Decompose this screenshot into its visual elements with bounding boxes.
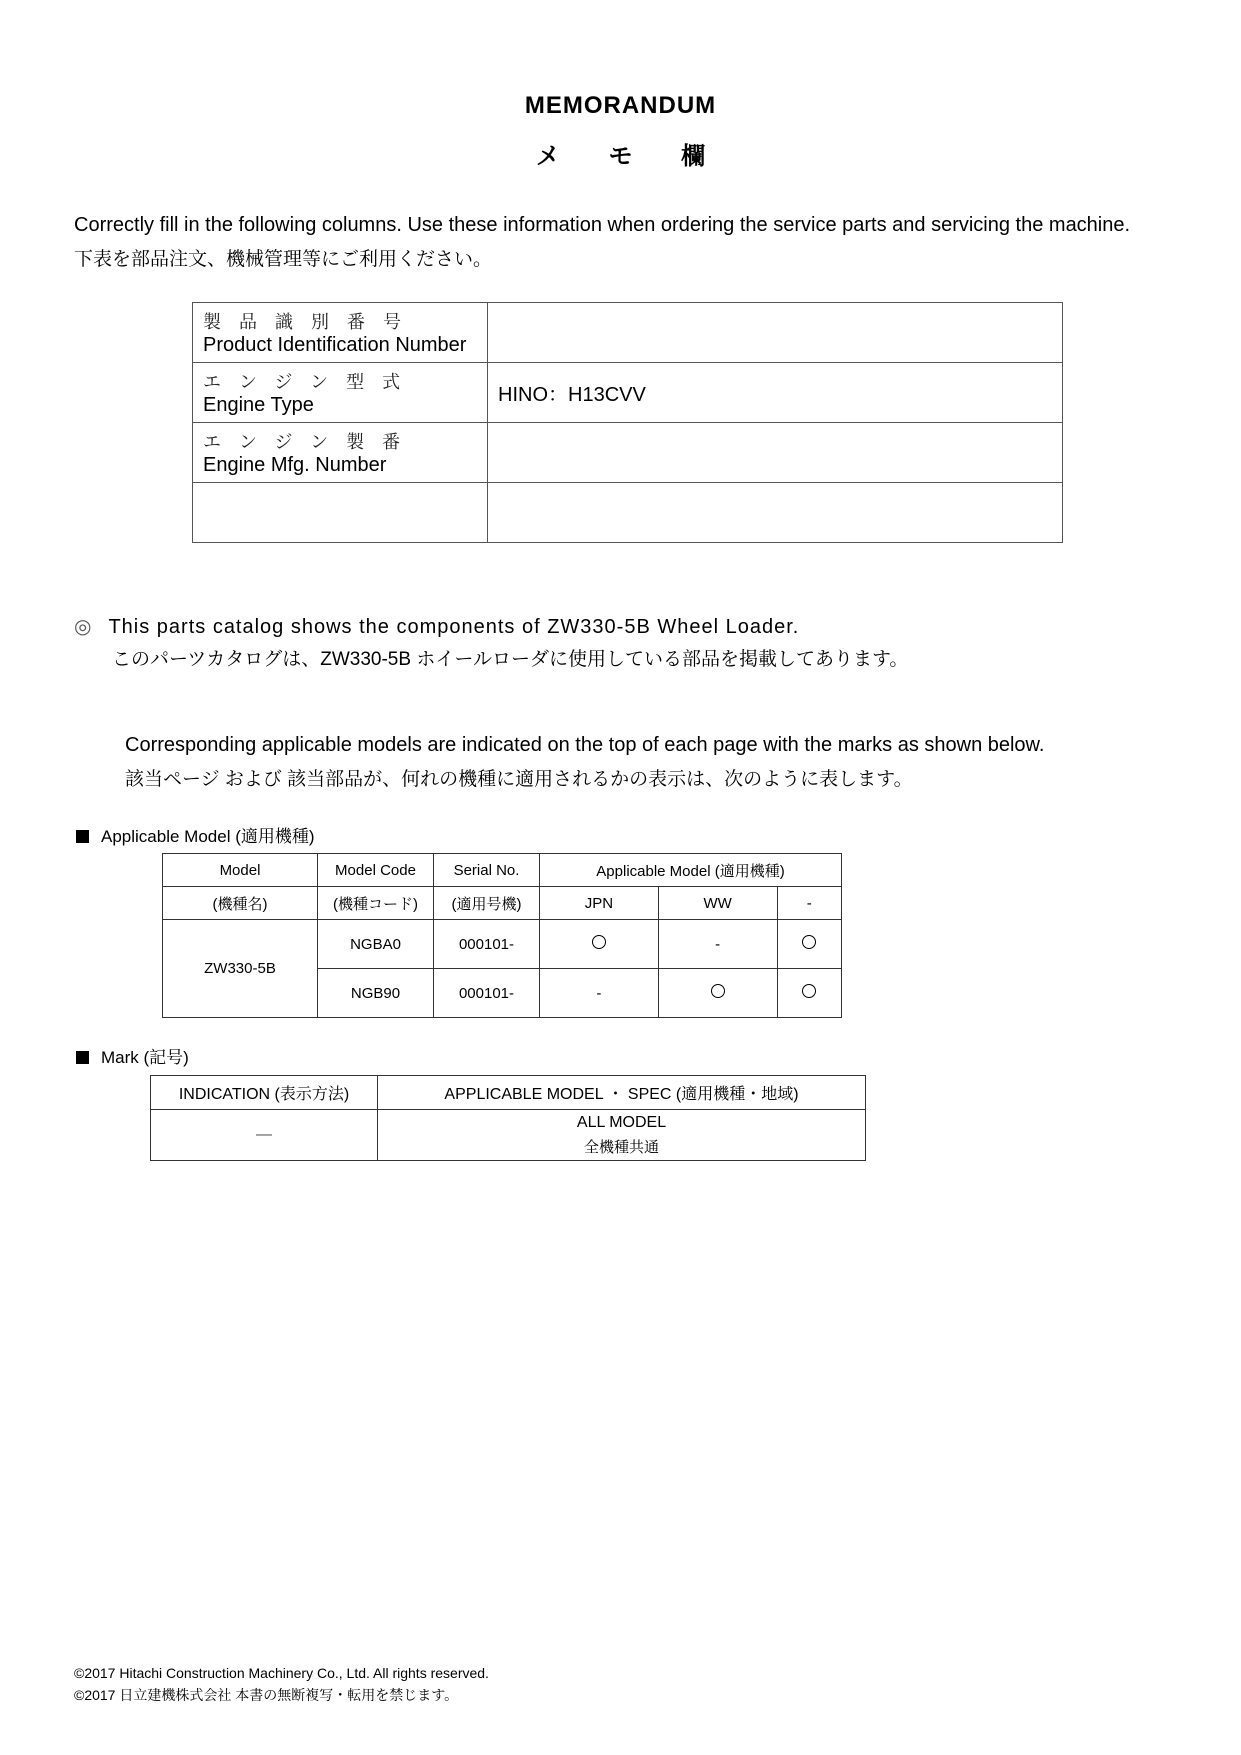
table-row	[151, 1110, 866, 1161]
copyright-jp: ©2017 日立建機株式会社 本書の無断複写・転用を禁じます。	[74, 1687, 459, 1703]
memo-label-jp: エンジン製番	[203, 432, 419, 452]
memo-row	[193, 423, 1063, 483]
applicable-model-heading-text: Applicable Model (適用機種)	[101, 827, 315, 846]
model-code: NGBA0	[318, 920, 434, 969]
header-indication: INDICATION (表示方法)	[151, 1076, 378, 1110]
header-applicable: Applicable Model (適用機種)	[540, 854, 842, 887]
applicable-spec	[378, 1110, 866, 1161]
mark-cell: -	[540, 969, 659, 1018]
circle-mark-icon	[592, 935, 606, 949]
indication-mark: —	[151, 1110, 378, 1161]
memo-label	[193, 483, 488, 543]
table-row	[163, 920, 842, 969]
catalog-notice-en: This parts catalog shows the components of ZW330-5B Wheel Loader.	[108, 616, 800, 638]
memo-label-jp: 製品識別番号	[203, 312, 419, 332]
header-model: Model	[163, 854, 318, 887]
memo-value	[488, 303, 1063, 363]
header-region: WW	[658, 887, 777, 920]
header-serial-jp: (適用号機)	[434, 887, 540, 920]
mark-cell	[540, 920, 659, 969]
mark-cell	[777, 969, 841, 1018]
memo-label-jp: エンジン型式	[203, 372, 419, 392]
catalog-notice-jp: このパーツカタログは、ZW330-5B ホイールローダに使用している部品を掲載してあります。	[112, 649, 909, 670]
corresponding-note: Corresponding applicable models are indicated on the top of each page with the marks as shown below.	[125, 734, 1045, 756]
table-header-row	[163, 854, 842, 887]
catalog-notice	[74, 614, 799, 639]
double-circle-icon: ◎	[74, 616, 93, 638]
memo-title: MEMORANDUM	[524, 92, 717, 119]
mark-cell: -	[658, 920, 777, 969]
header-serial: Serial No.	[434, 854, 540, 887]
header-model-code: Model Code	[318, 854, 434, 887]
memo-label-en: Product Identification Number	[203, 334, 467, 356]
model-name: ZW330-5B	[163, 920, 318, 1018]
memo-label	[193, 423, 488, 483]
circle-mark-icon	[802, 984, 816, 998]
instruction-en: Correctly fill in the following columns. Use these information when ordering the service parts and servicing the machine.	[74, 214, 1131, 236]
table-header-row	[151, 1076, 866, 1110]
memo-value	[488, 423, 1063, 483]
header-region: JPN	[540, 887, 659, 920]
mark-cell	[777, 920, 841, 969]
mark-table	[150, 1075, 866, 1161]
memo-label-en: Engine Mfg. Number	[203, 454, 387, 476]
memo-row	[193, 483, 1063, 543]
spec-jp: 全機種共通	[583, 1138, 659, 1156]
memo-value	[488, 483, 1063, 543]
memo-label-en: Engine Type	[203, 394, 314, 416]
applicable-model-heading	[76, 822, 315, 847]
header-region: -	[777, 887, 841, 920]
memo-title-jp: メ モ 欄	[535, 143, 706, 170]
circle-mark-icon	[711, 984, 725, 998]
mark-heading	[76, 1043, 189, 1068]
header-model-jp: (機種名)	[163, 887, 318, 920]
header-model-code-jp: (機種コード)	[318, 887, 434, 920]
circle-mark-icon	[802, 935, 816, 949]
model-code: NGB90	[318, 969, 434, 1018]
memo-label	[193, 363, 488, 423]
spec-en: ALL MODEL	[576, 1113, 667, 1131]
instruction-jp: 下表を部品注文、機械管理等にご利用ください。	[74, 249, 493, 270]
serial-no: 000101-	[434, 920, 540, 969]
serial-no: 000101-	[434, 969, 540, 1018]
applicable-model-table	[162, 853, 842, 1018]
header-applicable-spec: APPLICABLE MODEL ・ SPEC (適用機種・地域)	[378, 1076, 866, 1110]
table-header-row	[163, 887, 842, 920]
mark-cell	[658, 969, 777, 1018]
square-bullet-icon	[76, 830, 89, 843]
mark-heading-text: Mark (記号)	[101, 1048, 189, 1067]
memo-row	[193, 363, 1063, 423]
corresponding-note-jp: 該当ページ および 該当部品が、何れの機種に適用されるかの表示は、次のように表します。	[125, 769, 913, 790]
memo-table	[192, 302, 1063, 543]
memo-row	[193, 303, 1063, 363]
square-bullet-icon	[76, 1051, 89, 1064]
memo-value: HINO：H13CVV	[488, 363, 1063, 423]
copyright-en: ©2017 Hitachi Construction Machinery Co., Ltd. All rights reserved.	[74, 1665, 489, 1681]
memo-label	[193, 303, 488, 363]
